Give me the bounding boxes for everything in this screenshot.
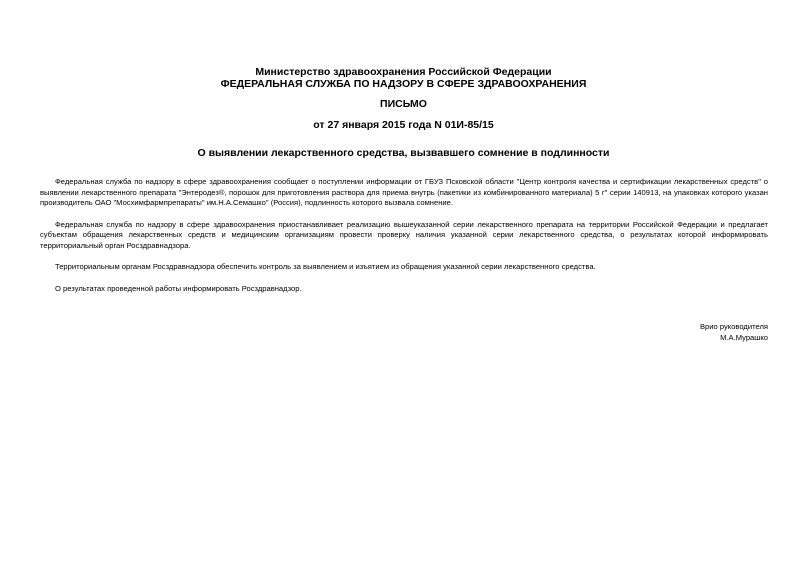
signatory-name: М.А.Мурашко (720, 332, 768, 342)
document-body (40, 177, 768, 305)
document-subject: О выявлении лекарственного средства, вызвавшего сомнение в подлинности (197, 147, 610, 159)
body-paragraph: Федеральная служба по надзору в сфере здравоохранения приостанавливает реализацию вышеуказанной серии лекарственного препарата на территории Российской Федерации и предлагает субъектам обращения лекарственных средств и медицинским организациям провести проверку наличия указанной серии лекарственного средства, о результатах которой информировать территориальный орган Росздравнадзора. (40, 219, 768, 250)
body-paragraph: Территориальным органам Росздравнадзора обеспечить контроль за выявлением и изъятием из обращения указанной серии лекарственного средства. (55, 262, 596, 271)
body-paragraph: Федеральная служба по надзору в сфере здравоохранения сообщает о поступлении информации от ГБУЗ Псковской области "Центр контроля качества и сертификации лекарственных средств" о выявлении лекарственного препарата "Энтеродез®, порошок для приготовления раствора для приема внутрь (пакетики из комбинированного материала) 5 г" серии 140913, на упаковках которого указан производитель ОАО "Мосхимфармпрепараты" им.Н.А.Семашко" (Россия), подлинность которого вызвала сомнение. (40, 177, 768, 207)
body-paragraph: О результатах проведенной работы информировать Росздравнадзор. (55, 283, 302, 293)
signatory-title: Врио руководителя (699, 322, 768, 331)
signature-block (700, 322, 768, 343)
service-name: ФЕДЕРАЛЬНАЯ СЛУЖБА ПО НАДЗОРУ В СФЕРЕ ЗДРАВООХРАНЕНИЯ (220, 78, 587, 90)
document-date-number: от 27 января 2015 года N 01И-85/15 (313, 119, 494, 131)
document-type: ПИСЬМО (380, 98, 427, 110)
ministry-name: Министерство здравоохранения Российской Федерации (255, 66, 552, 78)
document-header (0, 66, 807, 90)
